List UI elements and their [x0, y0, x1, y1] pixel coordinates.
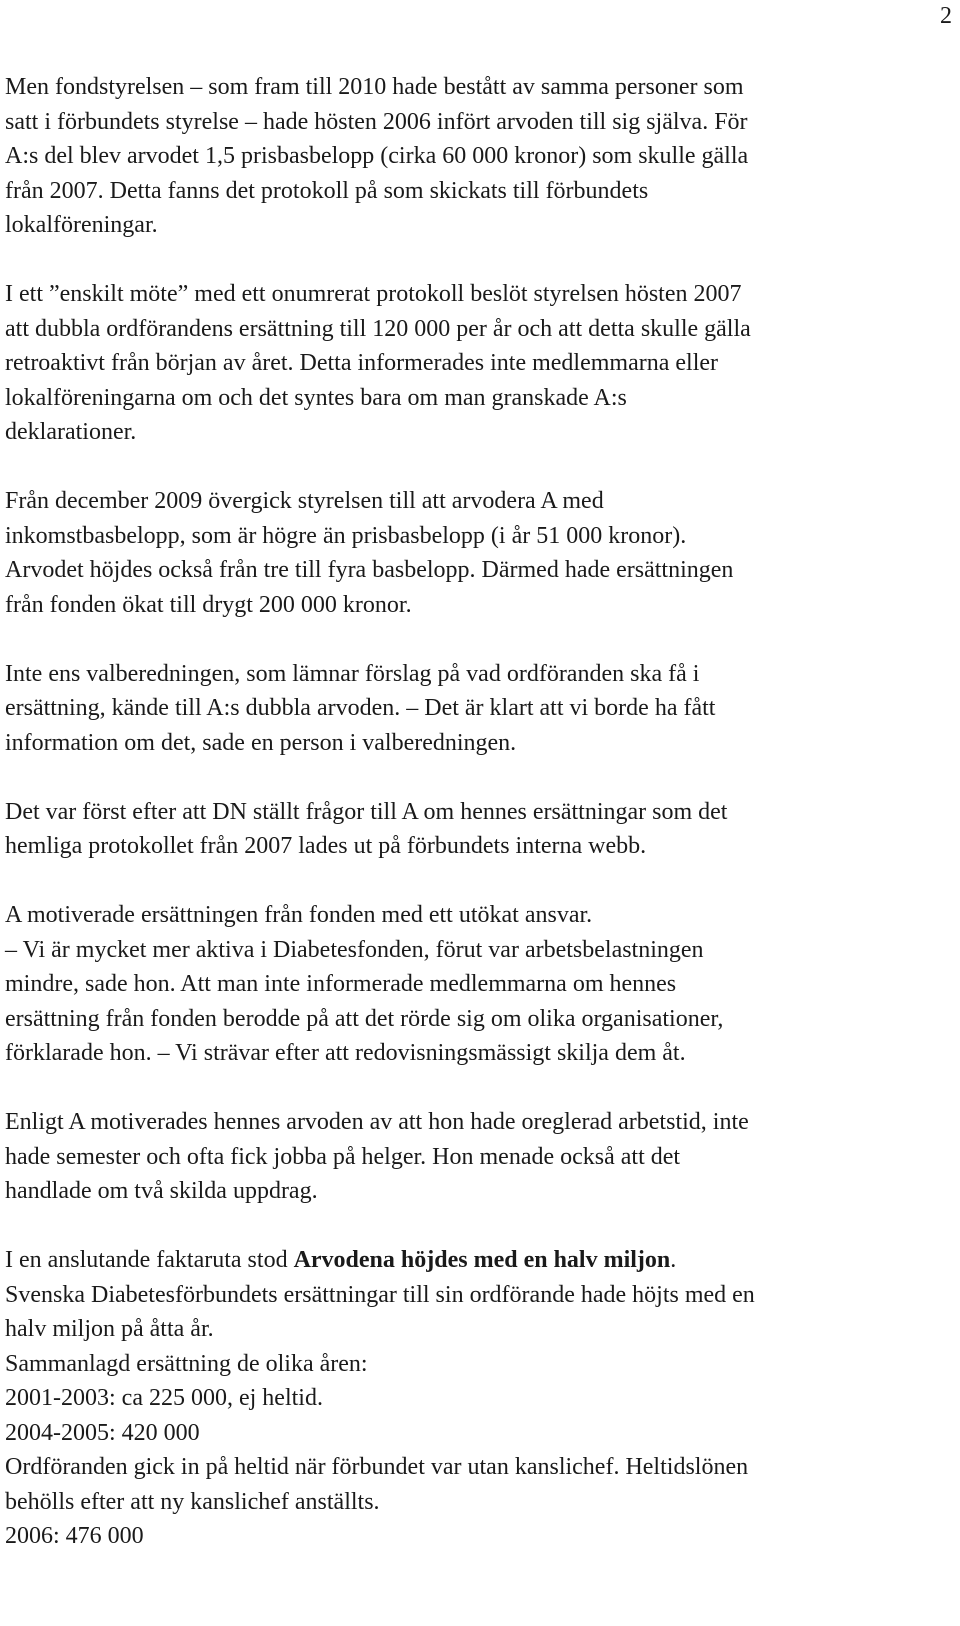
text-line: hade semester och ofta fick jobba på helger. Hon menade också att det	[5, 1143, 681, 1170]
text-line: ersättning, kände till A:s dubbla arvoden. – Det är klart att vi borde ha fått	[5, 695, 716, 721]
page-number: 2	[940, 3, 952, 29]
fact-box-line: 2006: 476 000	[5, 1523, 144, 1549]
fact-box-line: behölls efter att ny kanslichef anställts.	[5, 1488, 380, 1515]
paragraph	[5, 484, 950, 622]
text-line: A:s del blev arvodet 1,5 prisbasbelopp (cirka 60 000 kronor) som skulle gälla	[5, 143, 749, 169]
text-line: lokalföreningarna om och det syntes bara om man granskade A:s	[5, 384, 627, 411]
text-line: från 2007. Detta fanns det protokoll på som skickats till förbundets	[5, 177, 649, 204]
fact-box-intro-line	[5, 1243, 950, 1278]
fact-box-intro-text: I en anslutande faktaruta stod	[5, 1247, 294, 1273]
fact-box-line: halv miljon på åtta år.	[5, 1316, 214, 1342]
text-line: Arvodet höjdes också från tre till fyra basbelopp. Därmed hade ersättningen	[5, 557, 734, 583]
text-line: inkomstbasbelopp, som är högre än prisbasbelopp (i år 51 000 kronor).	[5, 522, 687, 549]
paragraph	[5, 70, 950, 243]
text-line: mindre, sade hon. Att man inte informerade medlemmarna om hennes	[5, 971, 677, 997]
fact-box-line: Ordföranden gick in på heltid när förbundet var utan kanslichef. Heltidslönen	[5, 1454, 749, 1480]
text-line: Men fondstyrelsen – som fram till 2010 hade bestått av samma personer som	[5, 74, 744, 100]
text-line: I ett ”enskilt möte” med ett onumrerat protokoll beslöt styrelsen hösten 2007	[5, 281, 742, 307]
fact-box-line: Svenska Diabetesförbundets ersättningar till sin ordförande hade höjts med en	[5, 1281, 755, 1308]
text-line: från fonden ökat till drygt 200 000 kronor.	[5, 591, 412, 618]
text-line: förklarade hon. – Vi strävar efter att redovisningsmässigt skilja dem åt.	[5, 1040, 686, 1066]
text-line: att dubbla ordförandens ersättning till 120 000 per år och att detta skulle gälla	[5, 315, 751, 342]
paragraph	[5, 277, 950, 450]
text-line: Från december 2009 övergick styrelsen till att arvodera A med	[5, 488, 604, 514]
fact-box-line: 2004-2005: 420 000	[5, 1419, 200, 1446]
text-line: ersättning från fonden berodde på att det rörde sig om olika organisationer,	[5, 1005, 724, 1032]
text-line: handlade om två skilda uppdrag.	[5, 1178, 318, 1204]
text-line: lokalföreningar.	[5, 212, 158, 238]
text-line: – Vi är mycket mer aktiva i Diabetesfonden, förut var arbetsbelastningen	[5, 936, 704, 963]
paragraph	[5, 1105, 950, 1209]
fact-box-headline: Arvodena höjdes med en halv miljon	[293, 1247, 671, 1273]
text-line: information om det, sade en person i valberedningen.	[5, 729, 517, 756]
text-line: Enligt A motiverades hennes arvoden av att hon hade oreglerad arbetstid, inte	[5, 1109, 749, 1135]
text-line: hemliga protokollet från 2007 lades ut på förbundets interna webb.	[5, 833, 647, 859]
text-line: A motiverade ersättningen från fonden med ett utökat ansvar.	[5, 902, 593, 928]
paragraph	[5, 657, 950, 761]
paragraph	[5, 898, 950, 1071]
text-line: satt i förbundets styrelse – hade hösten 2006 infört arvoden till sig själva. För	[5, 108, 748, 135]
fact-box-line: 2001-2003: ca 225 000, ej heltid.	[5, 1385, 323, 1411]
fact-box-intro-end: .	[670, 1247, 677, 1273]
text-line: deklarationer.	[5, 419, 137, 445]
fact-box-line: Sammanlagd ersättning de olika åren:	[5, 1350, 368, 1377]
fact-box-section	[5, 1243, 950, 1554]
article-body	[5, 70, 950, 1554]
text-line: Det var först efter att DN ställt frågor till A om hennes ersättningar som det	[5, 798, 728, 825]
text-line: Inte ens valberedningen, som lämnar förslag på vad ordföranden ska få i	[5, 660, 700, 687]
paragraph	[5, 795, 950, 864]
text-line: retroaktivt från början av året. Detta informerades inte medlemmarna eller	[5, 350, 719, 376]
